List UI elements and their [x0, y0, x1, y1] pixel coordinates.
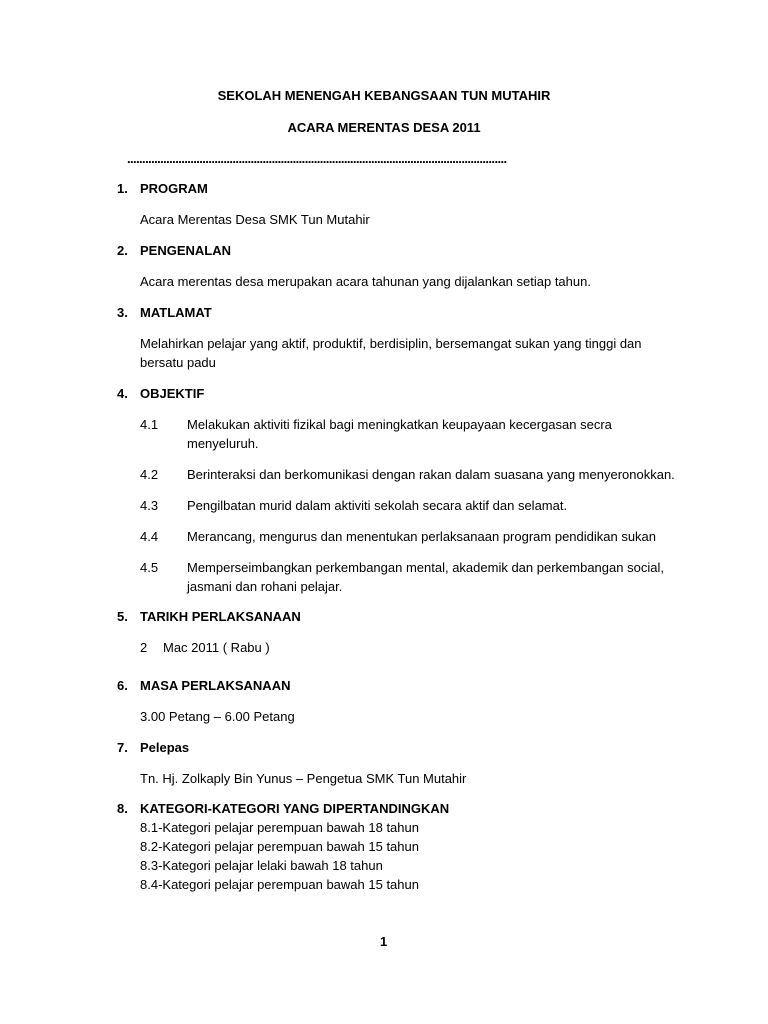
section-number: 1. — [117, 181, 128, 196]
objective-text-line: Melakukan aktiviti fizikal bagi meningkatkan keupayaan kecergasan secra — [187, 417, 612, 432]
section-heading: PROGRAM — [140, 181, 208, 196]
section-heading: MASA PERLAKSANAAN — [140, 678, 291, 693]
section-text: Tn. Hj. Zolkaply Bin Yunus – Pengetua SMK Tun Mutahir — [140, 771, 467, 786]
section-text: Acara merentas desa merupakan acara tahunan yang dijalankan setiap tahun. — [140, 274, 591, 289]
section-text-line: bersatu padu — [140, 355, 216, 370]
objective-number: 4.1 — [140, 417, 159, 432]
section-heading: OBJEKTIF — [140, 386, 205, 401]
category-line: 8.2-Kategori pelajar perempuan bawah 15 tahun — [140, 839, 419, 854]
section-heading: KATEGORI-KATEGORI YANG DIPERTANDINGKAN — [140, 801, 450, 816]
school-title: SEKOLAH MENENGAH KEBANGSAAN TUN MUTAHIR — [217, 88, 551, 103]
section-text-line: Melahirkan pelajar yang aktif, produktif, berdisiplin, bersemangat sukan yang tinggi dan — [140, 336, 642, 351]
section-number: 4. — [117, 386, 128, 401]
section-number: 8. — [117, 801, 128, 816]
section-heading: PENGENALAN — [140, 243, 232, 258]
section-heading: Pelepas — [140, 740, 190, 755]
objective-text-line: jasmani dan rohani pelajar. — [187, 579, 343, 594]
event-title: ACARA MERENTAS DESA 2011 — [287, 120, 481, 135]
section-number: 2. — [117, 243, 128, 258]
objective-text-line: Pengilbatan murid dalam aktiviti sekolah secara aktif dan selamat. — [187, 498, 568, 513]
section-number: 7. — [117, 740, 128, 755]
objective-number: 4.3 — [140, 498, 159, 513]
objective-number: 4.4 — [140, 529, 159, 544]
page-number: 1 — [380, 934, 388, 949]
objective-text-line: menyeluruh. — [187, 436, 259, 451]
objective-text-line: Memperseimbangkan perkembangan mental, akademik dan perkembangan social, — [187, 560, 664, 575]
section-number: 5. — [117, 609, 128, 624]
date-day: 2 — [140, 640, 148, 655]
section-heading: MATLAMAT — [140, 305, 212, 320]
category-line: 8.4-Kategori pelajar perempuan bawah 15 tahun — [140, 877, 419, 892]
objective-number: 4.5 — [140, 560, 159, 575]
section-number: 3. — [117, 305, 128, 320]
date-text: Mac 2011 ( Rabu ) — [163, 640, 270, 655]
category-line: 8.3-Kategori pelajar lelaki bawah 18 tahun — [140, 858, 383, 873]
section-heading: TARIKH PERLAKSANAAN — [140, 609, 301, 624]
category-line: 8.1-Kategori pelajar perempuan bawah 18 tahun — [140, 820, 419, 835]
objective-number: 4.2 — [140, 467, 159, 482]
section-text: Acara Merentas Desa SMK Tun Mutahir — [140, 212, 370, 227]
section-number: 6. — [117, 678, 128, 693]
section-text: 3.00 Petang – 6.00 Petang — [140, 709, 295, 724]
objective-text-line: Merancang, mengurus dan menentukan perlaksanaan program pendidikan sukan — [187, 529, 657, 544]
objective-text-line: Berinteraksi dan berkomunikasi dengan rakan dalam suasana yang menyeronokkan. — [187, 467, 675, 482]
dotted-divider: .............................................................................................................................. — [127, 151, 507, 166]
